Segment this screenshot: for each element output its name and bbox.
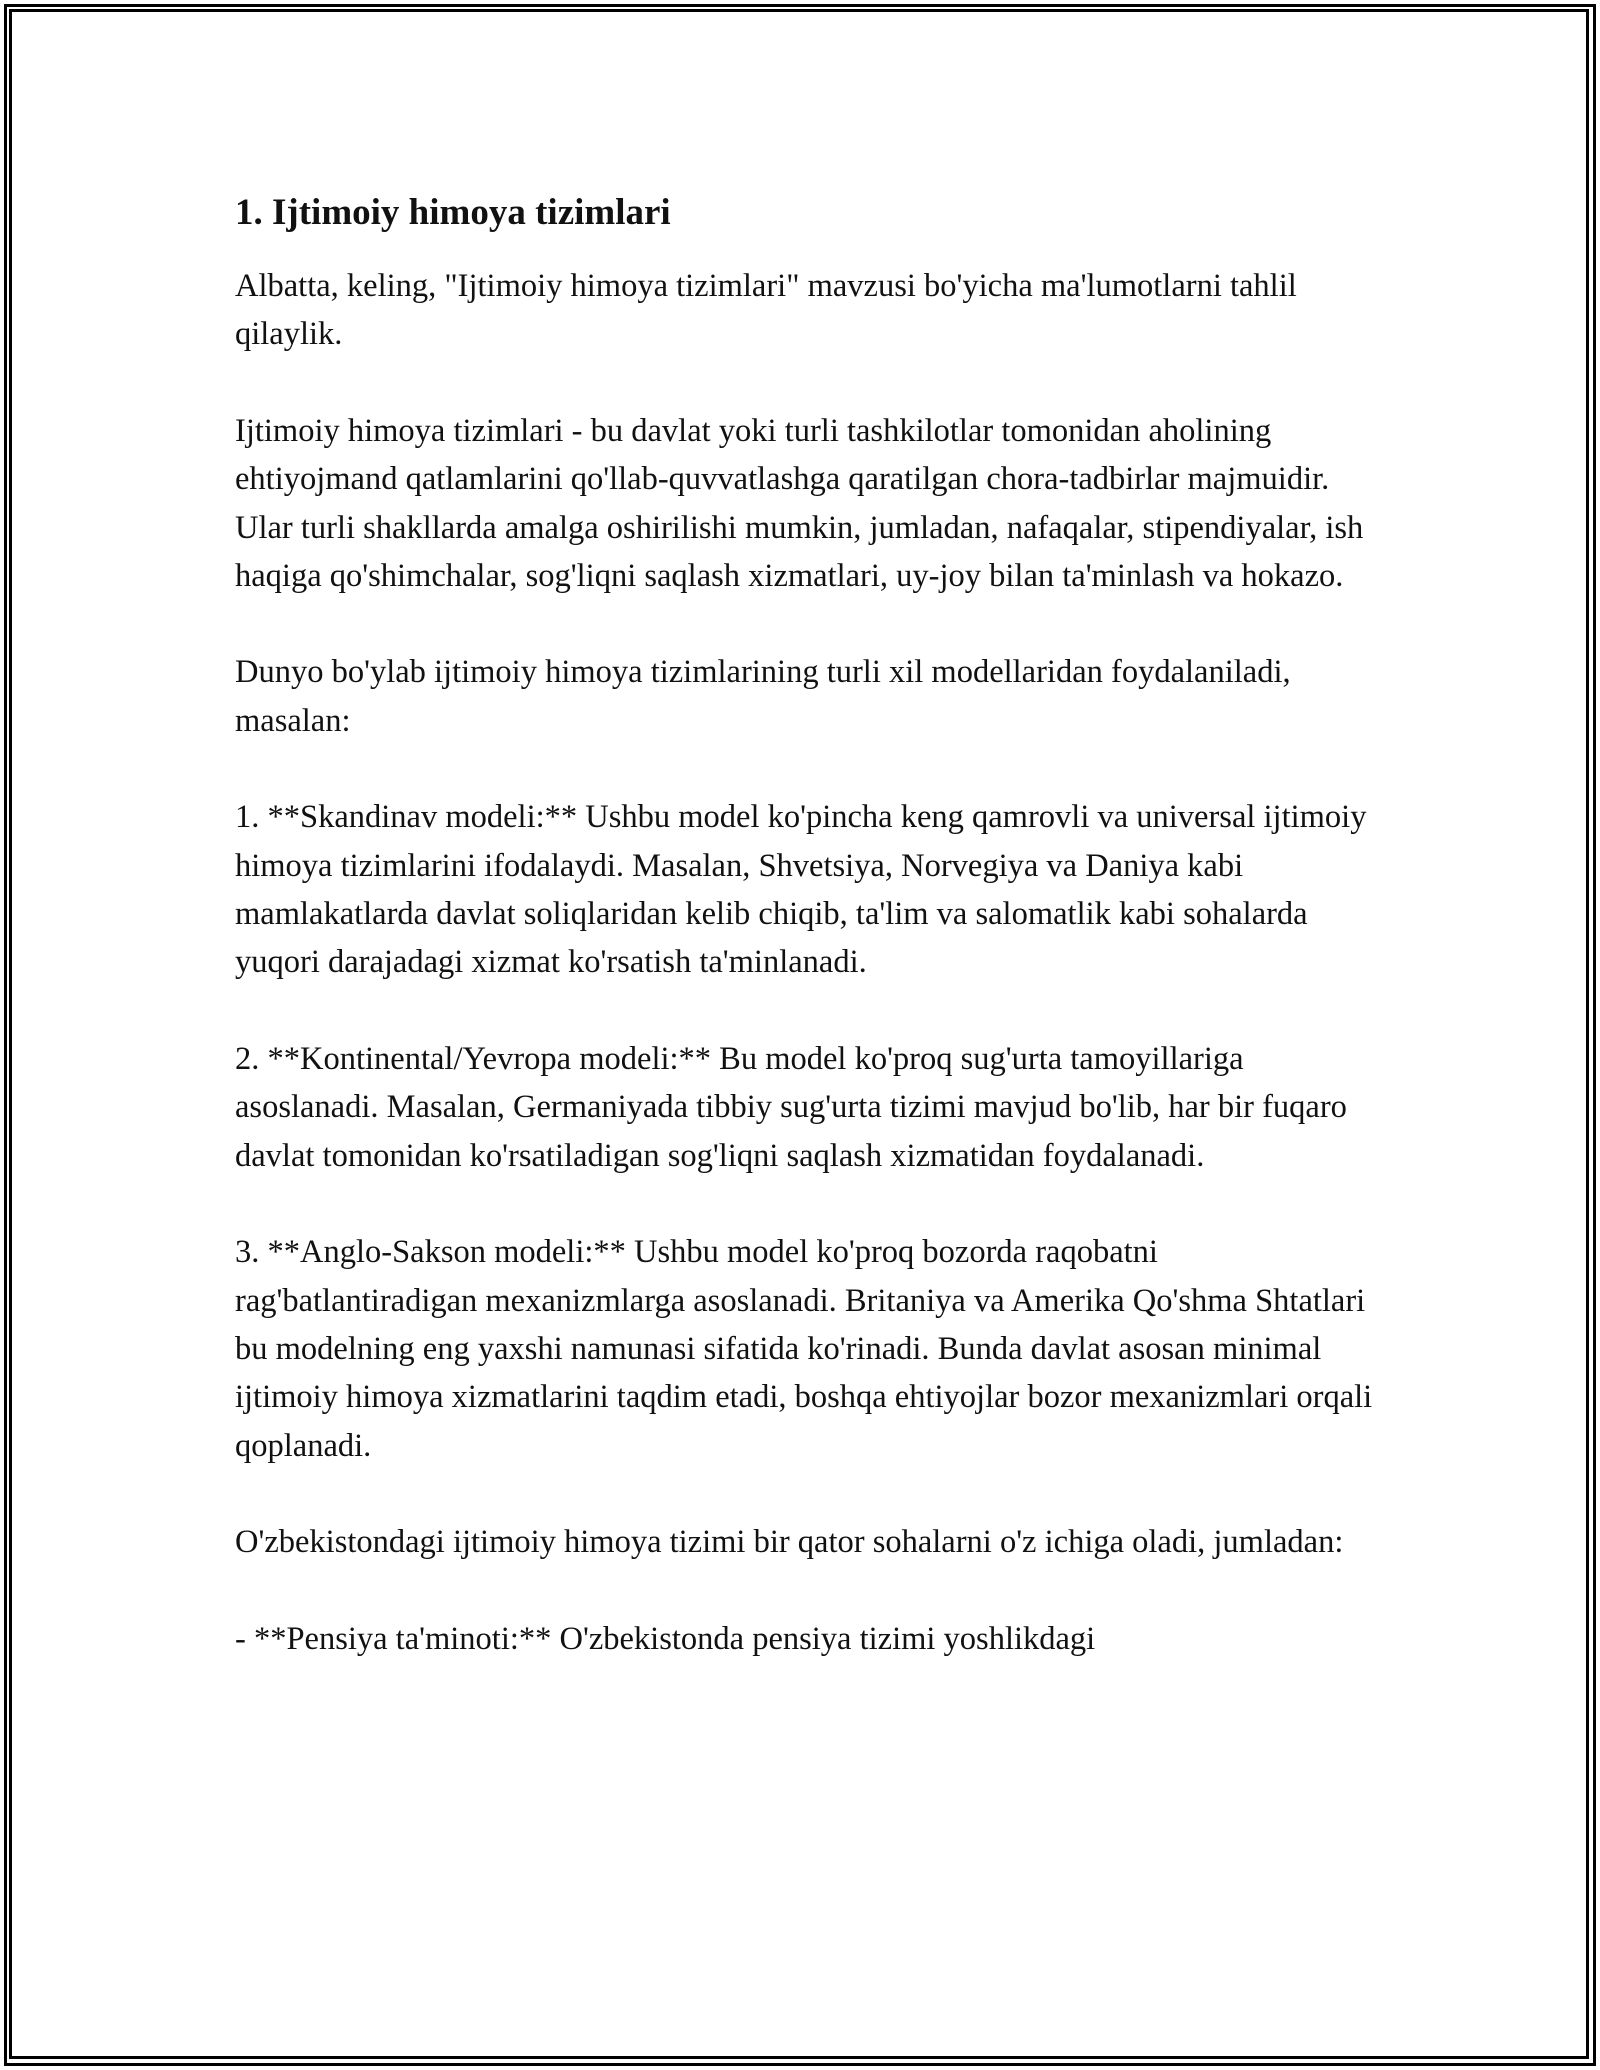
document-body xyxy=(235,188,1385,1663)
document-title: 1. Ijtimoiy himoya tizimlari xyxy=(235,192,671,233)
uzbekistan-system-paragraph: O'zbekistondagi ijtimoiy himoya tizimi bir qator sohalarni o'z ichiga oladi, jumladan: xyxy=(235,1524,1344,1561)
definition-paragraph: Ijtimoiy himoya tizimlari - bu davlat yoki turli tashkilotlar tomonidan aholining ehtiyojmand qatlamlarini qo'llab-quvvatlashga qaratilgan chora-tadbirlar majmuidir. Ular turli shakllarda amalga oshirilishi mumkin, jumladan, nafaqalar, stipendiyalar, ish haqiga qo'shimchalar, sog'liqni saqlash xizmatlari, uy-joy bilan ta'minlash va hokazo. xyxy=(235,412,1364,595)
scandinavian-model-paragraph: 1. **Skandinav modeli:** Ushbu model ko'pincha keng qamrovli va universal ijtimoiy himoya tizimlarini ifodalaydi. Masalan, Shvetsiya, Norvegiya va Daniya kabi mamlakatlarda davlat soliqlaridan kelib chiqib, ta'lim va salomatlik kabi sohalarda yuqori darajadagi xizmat ko'rsatish ta'minlanadi. xyxy=(235,799,1367,981)
pension-list-item: - **Pensiya ta'minoti:** O'zbekistonda pensiya tizimi yoshlikdagi xyxy=(235,1620,1096,1657)
models-intro-paragraph: Dunyo bo'ylab ijtimoiy himoya tizimlarining turli xil modellaridan foydalaniladi, masalan: xyxy=(235,654,1291,739)
continental-model-paragraph: 2. **Kontinental/Yevropa modeli:** Bu model ko'proq sug'urta tamoyillariga asoslanadi. Masalan, Germaniyada tibbiy sug'urta tizimi mavjud bo'lib, har bir fuqaro davlat tomonidan ko'rsatiladigan sog'liqni saqlash xizmatidan foydalanadi. xyxy=(235,1040,1347,1174)
anglo-saxon-model-paragraph: 3. **Anglo-Sakson modeli:** Ushbu model ko'proq bozorda raqobatni rag'batlantiradigan mexanizmlarga asoslanadi. Britaniya va Amerika Qo'shma Shtatlari bu modelning eng yaxshi namunasi sifatida ko'rinadi. Bunda davlat asosan minimal ijtimoiy himoya xizmatlarini taqdim etadi, boshqa ehtiyojlar bozor mexanizmlari orqali qoplanadi. xyxy=(235,1234,1373,1464)
intro-paragraph: Albatta, keling, "Ijtimoiy himoya tizimlari" mavzusi bo'yicha ma'lumotlarni tahlil qilaylik. xyxy=(235,268,1297,353)
